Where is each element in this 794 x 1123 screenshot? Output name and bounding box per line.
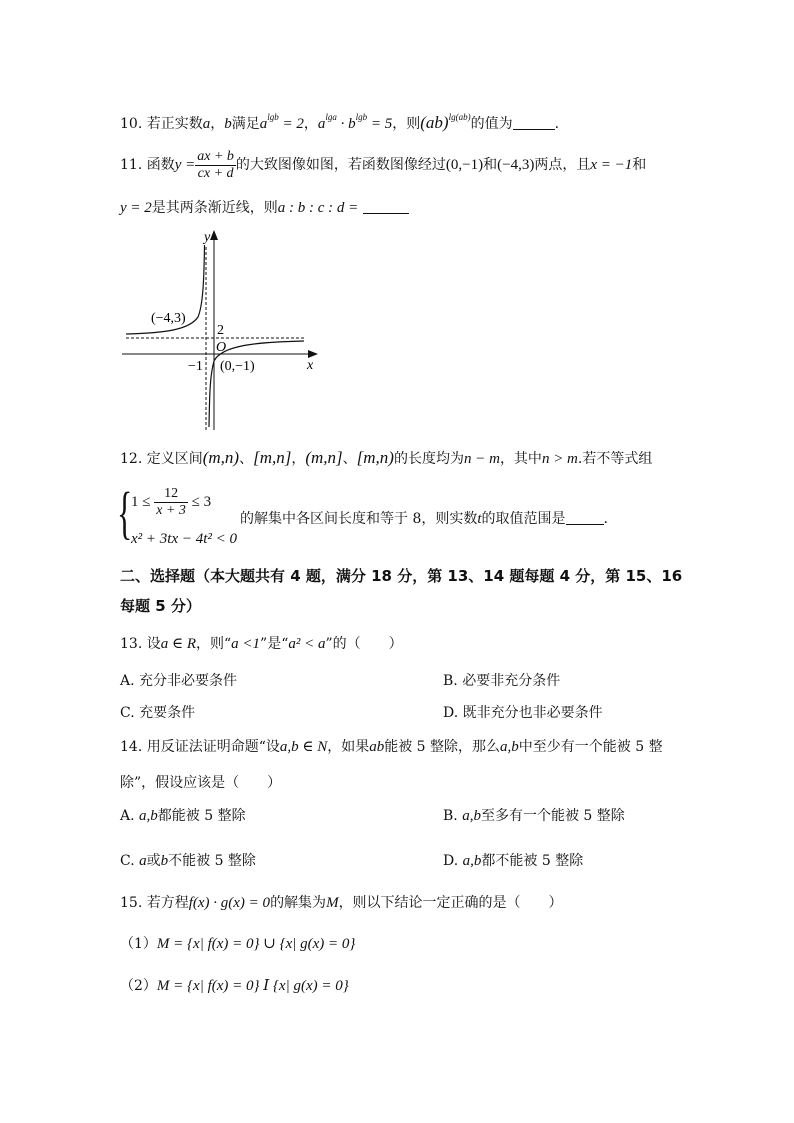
q12-ineq1: 1 ≤ $\frac{12}{x + 3}$ ≤ 3: [131, 486, 212, 518]
q10-number: 10.: [120, 116, 143, 132]
q11-line2: y = 2是其两条渐近线，则a : b : c : d =: [120, 199, 409, 217]
q11-number: 11.: [120, 157, 143, 173]
q13-option-b[interactable]: B. 必要非充分条件: [443, 673, 561, 689]
q14-option-a[interactable]: A. a,b都能被 5 整除: [120, 808, 246, 824]
point-right-label: (0,−1): [220, 359, 255, 374]
q15-statement-1: （1）M = {x| f(x) = 0} ∪ {x| g(x) = 0}: [120, 936, 356, 952]
q12-ineq2: x² + 3tx − 4t² < 0: [131, 531, 238, 547]
point-left-label: (−4,3): [151, 311, 186, 326]
section2-heading-line1: 二、选择题（本大题共有 4 题，满分 18 分，第 13、14 题每题 4 分，第 15、16: [120, 567, 683, 585]
q12-line1: 12. 定义区间(m,n)、[m,n]，(m,n]、[m,n)的长度均为n − m，其中n > m.若不等式组: [120, 448, 653, 467]
q10-text: 若正实数: [146, 116, 203, 132]
q11-answer-blank: [363, 201, 409, 214]
q12-brace: {: [117, 480, 133, 545]
q10-eq2: $a^{lga} \cdot b^{lgb} = 5$: [317, 112, 393, 132]
q13-stem: 13. 设a ∈ R，则“a <1”是“a² < a”的（ ）: [120, 636, 403, 652]
q11-line1: 11. 函数y = $\frac{ax + b}{cx + d}$ 的大致图像如图，若函数图像经过(0,−1)和(−4,3)两点，且x = −1和: [120, 148, 647, 181]
q14-stem-line1: 14. 用反证法证明命题“设a,b ∈ N，如果ab能被 5 整除，那么a,b中至少有一个能被 5 整: [120, 739, 663, 755]
q10-var-a: a: [202, 116, 211, 132]
x-axis-arrow: [308, 350, 318, 358]
q11-ratio: a : b : c : d =: [277, 200, 359, 216]
q10-answer-blank: [513, 117, 555, 130]
q10-expr: (ab)$^{lg(ab)}$: [420, 112, 471, 132]
origin-label: O: [216, 340, 227, 355]
x-label: x: [307, 358, 314, 373]
q12-line2: 的解集中各区间长度和等于 8，则实数t的取值范围是 .: [240, 511, 608, 527]
label-2: 2: [217, 323, 224, 338]
q11-fn-fraction: $\frac{ax + b}{cx + d}$: [197, 148, 234, 181]
q13-option-a[interactable]: A. 充分非必要条件: [120, 673, 238, 689]
section2-heading-line2: 每题 5 分）: [120, 597, 201, 615]
q10-eq1: $a^{lgb} = 2$: [259, 112, 304, 132]
q14-option-d[interactable]: D. a,b都不能被 5 整除: [443, 853, 584, 869]
q11-asym1: x = −1: [590, 157, 633, 173]
q11-point1: (0,−1): [445, 157, 484, 173]
q13-option-d[interactable]: D. 既非充分也非必要条件: [443, 705, 603, 721]
q13-option-c[interactable]: C. 充要条件: [120, 705, 196, 721]
y-label: y: [204, 230, 211, 245]
q15-statement-2: （2）M = {x| f(x) = 0} Ⅰ {x| g(x) = 0}: [120, 978, 349, 994]
q15-stem: 15. 若方程f(x) · g(x) = 0的解集为M，则以下结论一定正确的是（ ）: [120, 895, 563, 911]
q14-option-c[interactable]: C. a或b不能被 5 整除: [120, 853, 256, 869]
y-axis-arrow: [210, 230, 218, 240]
q12-number: 12.: [120, 451, 143, 467]
q10-var-b: b: [224, 116, 232, 132]
label-minus1: −1: [188, 359, 203, 374]
q11-point2: (−4,3): [497, 157, 535, 173]
q14-option-b[interactable]: B. a,b至多有一个能被 5 整除: [443, 808, 625, 824]
q11-fn-left: y =: [174, 157, 196, 173]
q12-answer-blank: [566, 512, 604, 525]
q14-stem-line2: 除”，假设应该是（ ）: [120, 775, 282, 791]
q11-graph: [118, 225, 338, 435]
q11-asym2: y = 2: [120, 200, 152, 216]
q10: 10. 若正实数a，b满足$a^{lgb} = 2$，$a^{lga} \cdot b^{lgb} = 5$，则(ab)$^{lg(ab)}$的值为 .: [120, 112, 560, 132]
